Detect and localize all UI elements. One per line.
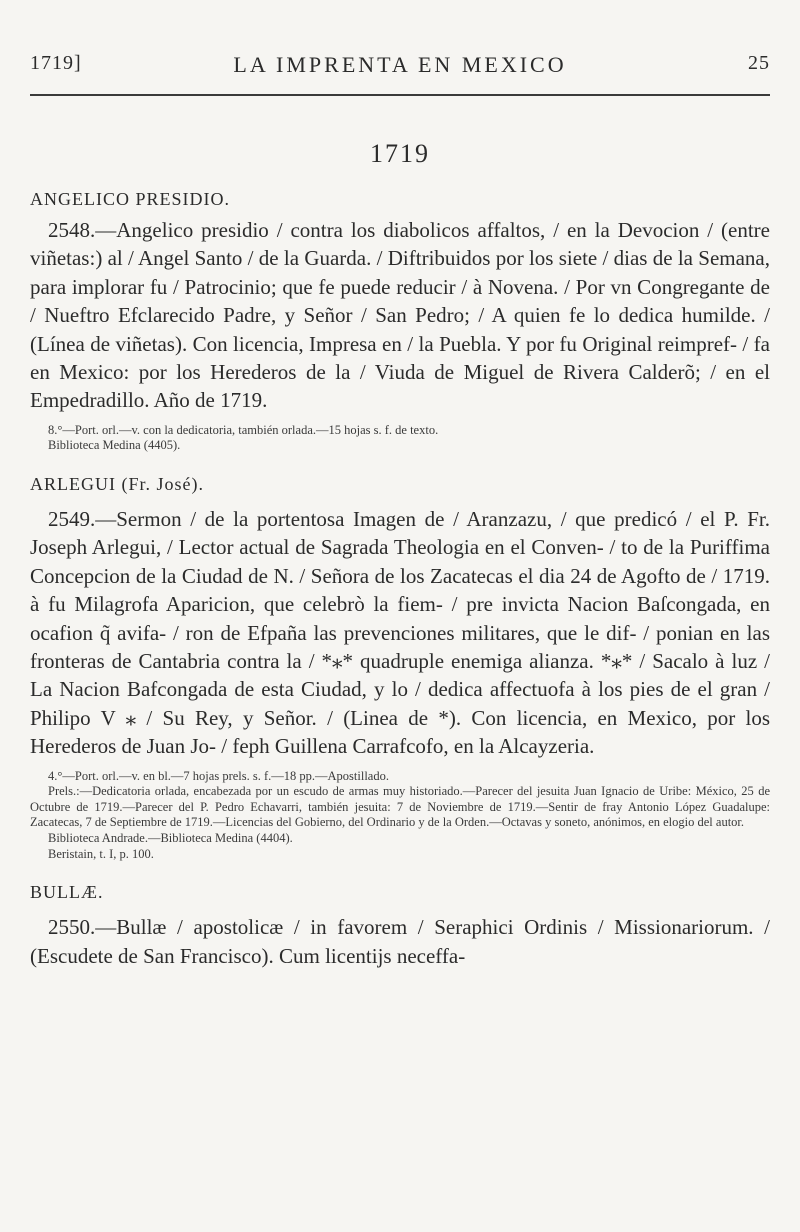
header-title: LA IMPRENTA EN MEXICO xyxy=(233,52,567,77)
entry-2549 xyxy=(30,474,770,862)
page-number: 25 xyxy=(748,52,770,74)
entry-text: 2548.—Angelico presidio / contra los diabolicos affaltos, / en la Devocion / (entre viñetas:) al / Angel Santo / de la Guarda. / Diftribuidos por los siete / dias de la Semana, para implorar fu / Patrocinio; que fe puede reducir / à Novena. / Por vn Congregante de / Nueftro Efclarecido Padre, y Señor / San Pedro; / A quien fe lo dedica humilde. / (Línea de viñetas). Con licencia, Impresa en / la Puebla. Y por fu Original reimpref- / fa en Mexico: por los Herederos de la / Viuda de Miguel de Rivera Calderõ; / en el Empedradillo. Año de 1719. xyxy=(30,218,770,413)
book-page xyxy=(30,44,770,968)
note-line: Biblioteca Medina (4405). xyxy=(48,438,181,453)
entry-heading: ARLEGUI (Fr. José). xyxy=(30,474,204,495)
entry-heading: BULLÆ. xyxy=(30,882,104,903)
entry-heading: ANGELICO PRESIDIO. xyxy=(30,189,230,209)
entry-notes xyxy=(30,423,770,454)
note-line: Prels.:—Dedicatoria orlada, encabezada por un escudo de armas muy historiado.—Parecer del jesuita Juan Ignacio de Uribe: México, 25 de Octubre de 1719.—Parecer del P. Pedro Echavarri, también jesuita: 7 de Noviembre de 1719.—Sentir de fray Antonio López Guadalupe: Zacatecas, 7 de Septiembre de 1719.—Licencias del Gobierno, del Ordinario y de la Orden.—Octavas y soneto, anónimos, en elogio del autor. xyxy=(30,784,770,830)
entries xyxy=(30,189,770,990)
header-rule xyxy=(30,94,770,96)
note-line: Beristain, t. I, p. 100. xyxy=(48,846,154,861)
entry-2548 xyxy=(30,189,770,454)
entry-text: 2549.—Sermon / de la portentosa Imagen de / Aranzazu, / que predicó / el P. Fr. Joseph Arlegui, / Lector actual de Sagrada Theologia en el Conven- / to de la Puriffima Concepcion de la Ciudad de N. / Señora de los Zacatecas el dia 24 de Agofto de / 1719. à fu Milagrofa Aparicion, que celebrò la fiem- / pre invicta Nacion Baſcongada, en ocafion q̃ avifa- / ron de Efpaña las prevenciones militares, que le dif- / ponian en las fronteras de Cantabria contra la / *⁎* quadruple enemiga alianza. *⁎* / Sacalo à luz / La Nacion Bafcongada de esta Ciudad, y lo / dedica affectuofa à los pies de el gran / Philipo V ⁎ / Su Rey, y Señor. / (Linea de *). Con licencia, en Mexico, por los Herederos de Juan Jo- / feph Guillena Carrafcofo, en la Alcayzeria. xyxy=(30,507,770,759)
header-year: 1719] xyxy=(30,52,82,74)
note-line: Biblioteca Andrade.—Biblioteca Medina (4404). xyxy=(48,831,293,846)
entry-2550 xyxy=(30,882,770,970)
entry-text: 2550.—Bullæ / apostolicæ / in favorem / Seraphici Ordinis / Missionariorum. / (Escudete de San Francisco). Cum licentijs neceffa- xyxy=(30,915,770,968)
note-line: 4.°—Port. orl.—v. en bl.—7 hojas prels. s. f.—18 pp.—Apostillado. xyxy=(48,768,389,783)
note-line: 8.°—Port. orl.—v. con la dedicatoria, también orlada.—15 hojas s. f. de texto. xyxy=(48,422,439,437)
running-header xyxy=(30,44,770,84)
entry-notes xyxy=(30,769,770,863)
section-year: 1719 xyxy=(370,139,430,168)
